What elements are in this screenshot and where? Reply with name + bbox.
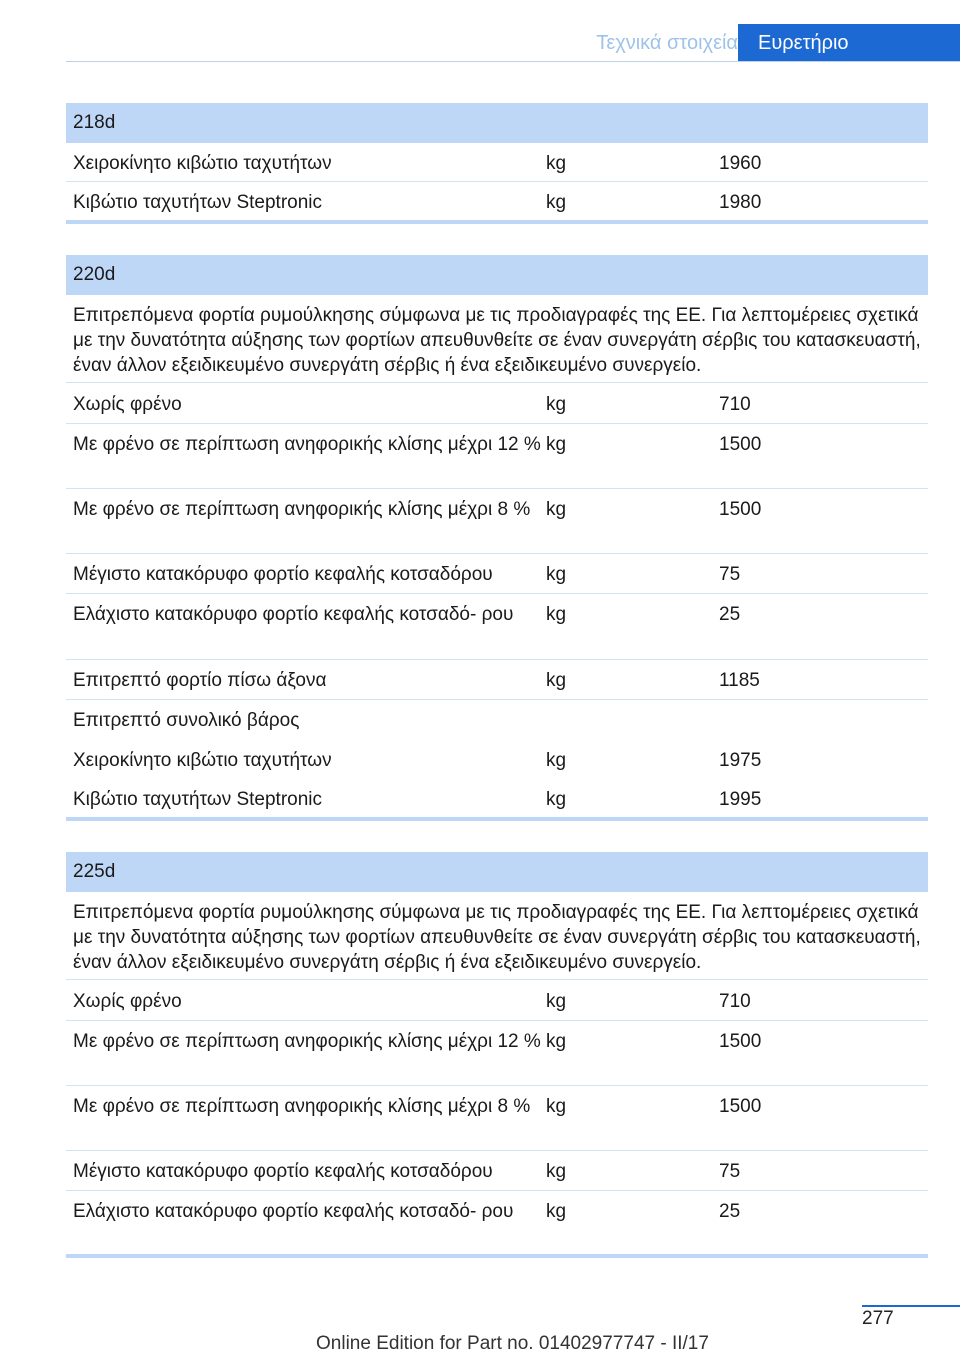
table-row bbox=[66, 594, 928, 660]
row-unit: kg bbox=[546, 1031, 567, 1052]
row-label: Χωρίς φρένο bbox=[73, 991, 182, 1012]
row-label: Κιβώτιο ταχυτήτων Steptronic bbox=[73, 192, 323, 213]
row-label: Ελάχιστο κατακόρυφο φορτίο κεφαλής κοτσαδό- ρου bbox=[73, 604, 514, 625]
row-unit: kg bbox=[546, 499, 567, 520]
row-unit: kg bbox=[546, 1096, 567, 1117]
row-value: 75 bbox=[719, 1161, 741, 1182]
table-end-rule bbox=[66, 1254, 928, 1258]
row-label: Μέγιστο κατακόρυφο φορτίο κεφαλής κοτσαδόρου bbox=[73, 564, 493, 585]
table-title: 220d bbox=[66, 255, 928, 295]
row-unit: kg bbox=[546, 789, 567, 810]
row-label: Χειροκίνητο κιβώτιο ταχυτήτων bbox=[73, 153, 332, 174]
top-navigation bbox=[0, 24, 960, 62]
row-value: 1500 bbox=[719, 1096, 762, 1117]
row-value: 1500 bbox=[719, 499, 762, 520]
row-value: 710 bbox=[719, 991, 751, 1012]
row-label: Μέγιστο κατακόρυφο φορτίο κεφαλής κοτσαδόρου bbox=[73, 1161, 493, 1182]
row-value: 1975 bbox=[719, 750, 762, 771]
row-unit: kg bbox=[546, 394, 567, 415]
row-unit: kg bbox=[546, 670, 567, 691]
row-label: Κιβώτιο ταχυτήτων Steptronic bbox=[73, 789, 323, 810]
table-220d bbox=[66, 255, 928, 821]
footer-edition: Online Edition for Part no. 01402977747 - II/17 bbox=[316, 1333, 709, 1354]
table-row bbox=[66, 1191, 928, 1254]
row-value: 25 bbox=[719, 1201, 741, 1222]
table-title: 225d bbox=[66, 852, 928, 892]
table-row bbox=[66, 1021, 928, 1086]
row-label: Με φρένο σε περίπτωση ανηφορικής κλίσης μέχρι 8 % bbox=[73, 499, 531, 520]
row-label: Χειροκίνητο κιβώτιο ταχυτήτων bbox=[73, 750, 332, 771]
row-label: Ελάχιστο κατακόρυφο φορτίο κεφαλής κοτσαδό- ρου bbox=[73, 1201, 514, 1222]
row-label: Με φρένο σε περίπτωση ανηφορικής κλίσης μέχρι 12 % bbox=[73, 434, 541, 455]
table-row bbox=[66, 182, 928, 220]
row-value: 1500 bbox=[719, 434, 762, 455]
table-row bbox=[66, 383, 928, 424]
table-row bbox=[66, 1151, 928, 1191]
table-title: 218d bbox=[66, 103, 928, 143]
page-number: 277 bbox=[862, 1308, 894, 1329]
table-row bbox=[66, 700, 928, 740]
table-225d bbox=[66, 852, 928, 1258]
row-unit: kg bbox=[546, 991, 567, 1012]
header-divider bbox=[66, 61, 960, 62]
table-row bbox=[66, 980, 928, 1021]
row-label: Με φρένο σε περίπτωση ανηφορικής κλίσης μέχρι 8 % bbox=[73, 1096, 531, 1117]
nav-link-technical-data[interactable]: Τεχνικά στοιχεία bbox=[596, 32, 738, 54]
row-label: Με φρένο σε περίπτωση ανηφορικής κλίσης μέχρι 12 % bbox=[73, 1031, 541, 1052]
row-value: 25 bbox=[719, 604, 741, 625]
row-unit: kg bbox=[546, 1161, 567, 1182]
table-row bbox=[66, 660, 928, 700]
table-end-rule bbox=[66, 220, 928, 224]
row-unit: kg bbox=[546, 434, 567, 455]
row-unit: kg bbox=[546, 1201, 567, 1222]
row-unit: kg bbox=[546, 153, 567, 174]
row-unit: kg bbox=[546, 604, 567, 625]
row-unit: kg bbox=[546, 192, 567, 213]
table-row bbox=[66, 143, 928, 182]
table-note: Επιτρεπόμενα φορτία ρυμούλκησης σύμφωνα με τις προδιαγραφές της ΕΕ. Για λεπτομέρειες σχετικά με την δυνατότητα αύξησης των φορτίων απευθυνθείτε σε έναν συνεργάτη σέρβις του κατασκευαστή, έναν άλλον εξειδικευμένο συνεργάτη σέρβις ή ένα εξειδικευμένο συνεργείο. bbox=[66, 295, 928, 383]
table-row bbox=[66, 1086, 928, 1151]
page-number-rule bbox=[862, 1305, 960, 1307]
row-label: Επιτρεπτό συνολικό βάρος bbox=[73, 710, 300, 731]
row-value: 710 bbox=[719, 394, 751, 415]
table-row bbox=[66, 554, 928, 594]
table-row bbox=[66, 489, 928, 554]
table-note: Επιτρεπόμενα φορτία ρυμούλκησης σύμφωνα με τις προδιαγραφές της ΕΕ. Για λεπτομέρειες σχετικά με την δυνατότητα αύξησης των φορτίων απευθυνθείτε σε έναν συνεργάτη σέρβις του κατασκευαστή, έναν άλλον εξειδικευμένο συνεργάτη σέρβις ή ένα εξειδικευμένο συνεργείο. bbox=[66, 892, 928, 980]
table-end-rule bbox=[66, 817, 928, 821]
table-row bbox=[66, 740, 928, 779]
table-row bbox=[66, 779, 928, 817]
row-label: Επιτρεπτό φορτίο πίσω άξονα bbox=[73, 670, 327, 691]
row-value: 75 bbox=[719, 564, 741, 585]
row-value: 1960 bbox=[719, 153, 762, 174]
table-218d bbox=[66, 103, 928, 224]
row-unit: kg bbox=[546, 750, 567, 771]
nav-tab-index[interactable]: Ευρετήριο bbox=[738, 24, 960, 62]
table-row bbox=[66, 424, 928, 489]
row-value: 1185 bbox=[719, 670, 760, 691]
row-value: 1980 bbox=[719, 192, 762, 213]
row-value: 1995 bbox=[719, 789, 762, 810]
row-unit: kg bbox=[546, 564, 567, 585]
row-value: 1500 bbox=[719, 1031, 762, 1052]
row-label: Χωρίς φρένο bbox=[73, 394, 182, 415]
